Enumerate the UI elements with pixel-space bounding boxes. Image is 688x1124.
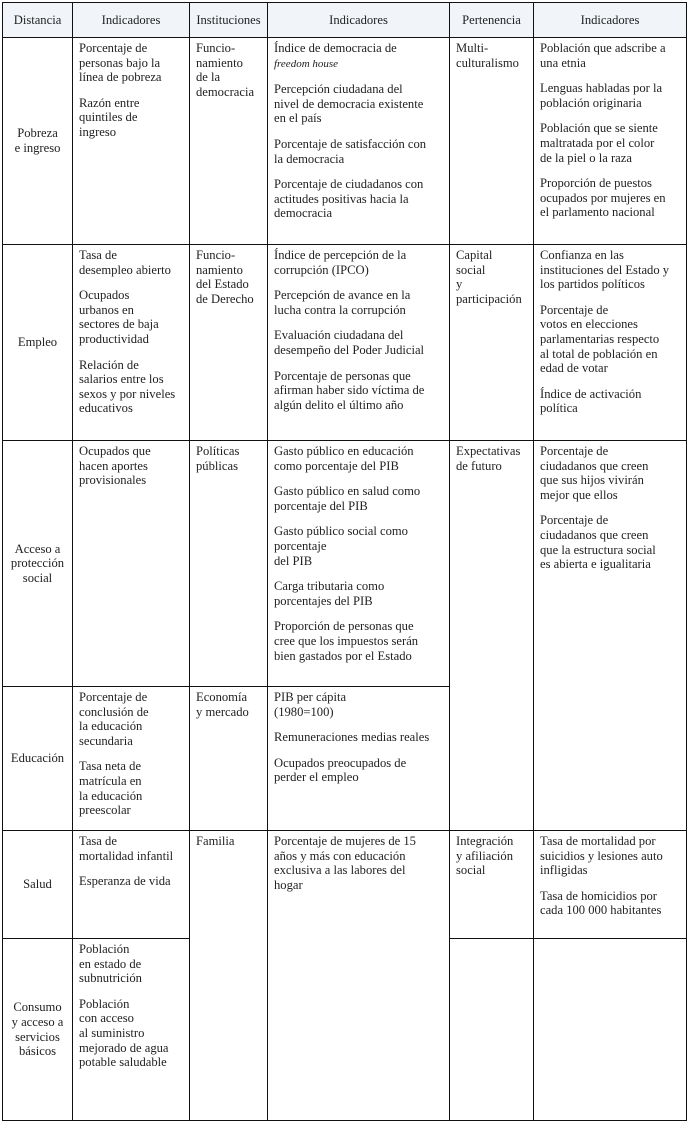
instituciones-label xyxy=(196,690,261,719)
indicator-item xyxy=(540,387,680,416)
instituciones-label xyxy=(196,444,261,473)
indicator-item xyxy=(540,81,680,110)
pertenencia-cell xyxy=(449,244,534,441)
item-text: Expectativas de futuro xyxy=(456,444,521,473)
item-text: Tasa de homicidios por cada 100 000 habitantes xyxy=(540,888,662,918)
item-text: Pobreza e ingreso xyxy=(14,126,61,155)
item-text: Percepción ciudadana del nivel de democracia existente en el país xyxy=(274,82,424,126)
item-text: Familia xyxy=(196,834,235,848)
indicadores-cell xyxy=(267,244,450,441)
indicator-item xyxy=(79,444,183,488)
header-cell: Instituciones xyxy=(189,2,268,38)
item-text: Remuneraciones medias reales xyxy=(274,730,430,745)
indicator-item xyxy=(274,41,443,71)
indicator-item xyxy=(540,513,680,571)
item-text: Gasto público en salud como porcentaje del PIB xyxy=(274,484,421,513)
item-text: Tasa neta de matrícula en la educación preescolar xyxy=(79,759,143,818)
instituciones-cell xyxy=(189,37,268,245)
instituciones-label xyxy=(196,41,261,99)
instituciones-label xyxy=(196,248,261,306)
distancia-cell xyxy=(2,440,73,687)
indicadores-cell xyxy=(533,440,687,831)
indicator-item xyxy=(274,137,443,166)
distancia-cell xyxy=(2,37,73,245)
indicadores-cell xyxy=(72,938,190,1121)
distance-label xyxy=(11,751,64,766)
item-text: Gasto público social como porcentaje del PIB xyxy=(274,524,408,568)
indicator-item xyxy=(274,177,443,221)
pertenencia-label xyxy=(456,248,527,306)
item-text: Confianza en las instituciones del Estado y los partidos políticos xyxy=(540,248,670,292)
item-text: Porcentaje de ciudadanos que creen que sus hijos vivirán mejor que ellos xyxy=(540,444,649,502)
indicator-item xyxy=(274,619,443,663)
item-text: Porcentaje de personas bajo la línea de pobreza xyxy=(79,41,162,85)
distance-label xyxy=(15,126,61,155)
indicator-item xyxy=(274,730,443,745)
item-text: Índice de percepción de la corrupción (IPCO) xyxy=(274,248,407,277)
item-text: Relación de salarios entre los sexos y por niveles educativos xyxy=(79,357,176,416)
item-text: Porcentaje de ciudadanos que creen que la estructura social es abierta e igualitaria xyxy=(540,513,656,572)
distancia-cell xyxy=(2,686,73,831)
instituciones-cell xyxy=(189,830,268,1121)
indicator-item xyxy=(274,444,443,473)
indicator-item xyxy=(274,690,443,719)
distance-label xyxy=(23,877,52,892)
item-text: Carga tributaria como porcentajes del PIB xyxy=(274,579,385,608)
item-text: Tasa de mortalidad infantil xyxy=(79,834,174,863)
item-text: Tasa de desempleo abierto xyxy=(79,248,171,277)
item-text: Consumo y acceso a servicios básicos xyxy=(11,1000,64,1059)
item-text: Lenguas habladas por la población originaria xyxy=(540,81,663,110)
pertenencia-cell xyxy=(449,440,534,831)
item-text: Multi- culturalismo xyxy=(456,41,519,70)
item-text: Población que se siente maltratada por el color de la piel o la raza xyxy=(540,121,658,165)
indicator-item xyxy=(274,834,443,892)
header-cell: Indicadores xyxy=(267,2,450,38)
distancia-cell xyxy=(2,938,73,1121)
item-text: Educación xyxy=(10,751,65,766)
pertenencia-cell xyxy=(449,830,534,939)
indicator-item xyxy=(79,358,183,416)
indicadores-cell xyxy=(533,37,687,245)
indicadores-cell xyxy=(533,244,687,441)
indicadores-cell xyxy=(267,440,450,687)
indicator-item xyxy=(540,834,680,878)
indicator-item xyxy=(274,369,443,413)
item-text: Porcentaje de satisfacción con la democracia xyxy=(274,136,427,166)
item-text: Funcio- namiento del Estado de Derecho xyxy=(196,248,254,306)
item-text: Proporción de puestos ocupados por mujeres en el parlamento nacional xyxy=(540,176,666,220)
indicadores-cell xyxy=(72,830,190,939)
distance-label xyxy=(18,335,57,350)
item-text: Ocupados urbanos en sectores de baja productividad xyxy=(79,288,159,346)
item-text: Porcentaje de votos en elecciones parlamentarias respecto al total de población en edad de votar xyxy=(540,302,660,376)
pertenencia-label xyxy=(456,444,527,473)
indicator-item xyxy=(540,121,680,165)
item-text: Percepción de avance en la lucha contra la corrupción xyxy=(274,288,411,317)
item-text: Funcio- namiento de la democracia xyxy=(196,41,255,99)
header-cell: Pertenencia xyxy=(449,2,534,38)
indicator-item xyxy=(79,874,183,889)
indicadores-cell xyxy=(533,938,687,1121)
indicator-item xyxy=(79,690,183,748)
pertenencia-label xyxy=(456,834,527,878)
indicator-item xyxy=(274,579,443,608)
item-text: Ocupados que hacen aportes provisionales xyxy=(79,444,151,488)
indicadores-cell xyxy=(533,830,687,939)
indicator-item xyxy=(274,288,443,317)
header-cell: Distancia xyxy=(2,2,73,38)
distance-label xyxy=(12,1000,64,1058)
indicator-item xyxy=(540,176,680,220)
header-cell: Indicadores xyxy=(72,2,190,38)
indicadores-cell xyxy=(267,686,450,831)
indicator-item xyxy=(79,759,183,817)
indicator-item xyxy=(274,756,443,785)
distancia-cell xyxy=(2,244,73,441)
indicator-item xyxy=(79,942,183,986)
instituciones-label xyxy=(196,834,261,849)
item-text: PIB per cápita (1980=100) xyxy=(274,690,347,719)
indicadores-cell xyxy=(72,686,190,831)
item-text: Acceso a protección social xyxy=(10,541,65,585)
instituciones-cell xyxy=(189,686,268,831)
item-text: Índice de activación política xyxy=(540,386,642,416)
pertenencia-cell xyxy=(449,938,534,1121)
indicator-item xyxy=(274,82,443,126)
pertenencia-label xyxy=(456,41,527,70)
indicator-item xyxy=(274,328,443,357)
indicator-item xyxy=(274,248,443,277)
distancia-cell xyxy=(2,830,73,939)
instituciones-cell xyxy=(189,440,268,687)
item-text: Economía y mercado xyxy=(196,690,249,719)
indicadores-cell xyxy=(267,830,450,1121)
item-text: Gasto público en educación como porcentaje del PIB xyxy=(274,444,414,473)
indicator-item xyxy=(274,484,443,513)
indicator-item xyxy=(540,444,680,502)
indicator-item xyxy=(79,41,183,85)
indicator-item xyxy=(79,997,183,1070)
indicator-item xyxy=(79,96,183,140)
indicator-item xyxy=(274,524,443,568)
item-text: Esperanza de vida xyxy=(79,874,171,889)
item-text: Población en estado de subnutrición xyxy=(79,942,142,986)
pertenencia-cell xyxy=(449,37,534,245)
item-text: Población que adscribe a una etnia xyxy=(540,41,666,70)
item-text: Capital social y participación xyxy=(456,248,522,306)
indicadores-cell xyxy=(72,440,190,687)
indicator-item xyxy=(540,303,680,376)
item-text: Población con acceso al suministro mejorado de agua potable saludable xyxy=(79,996,169,1070)
item-text: Porcentaje de conclusión de la educación secundaria xyxy=(79,690,149,748)
indicator-item xyxy=(79,248,183,277)
indicator-item xyxy=(540,248,680,292)
item-text: Índice de democracia de xyxy=(274,41,397,55)
indicator-item xyxy=(540,41,680,70)
item-text: Evaluación ciudadana del desempeño del Poder Judicial xyxy=(274,328,425,357)
item-text: Salud xyxy=(23,877,52,892)
item-text: Ocupados preocupados de perder el empleo xyxy=(274,755,407,785)
header-cell: Indicadores xyxy=(533,2,687,38)
item-text: Tasa de mortalidad por suicidios y lesiones auto infligidas xyxy=(540,834,663,878)
item-text: Integración y afiliación social xyxy=(456,834,514,878)
indicadores-cell xyxy=(72,37,190,245)
source-name: freedom house xyxy=(274,57,339,70)
indicadores-cell xyxy=(267,37,450,245)
item-text: Políticas públicas xyxy=(196,444,240,473)
indicator-item xyxy=(79,288,183,346)
indicator-item xyxy=(79,834,183,863)
item-text: Proporción de personas que cree que los impuestos serán bien gastados por el Estado xyxy=(274,619,419,663)
item-text: Porcentaje de personas que afirman haber sido víctima de algún delito el último año xyxy=(274,368,425,412)
item-text: Razón entre quintiles de ingreso xyxy=(79,95,140,139)
item-text: Porcentaje de ciudadanos con actitudes positivas hacia la democracia xyxy=(274,177,424,221)
item-text: Porcentaje de mujeres de 15 años y más con educación exclusiva a las labores del hogar xyxy=(274,834,416,892)
item-text: Empleo xyxy=(17,335,58,350)
instituciones-cell xyxy=(189,244,268,441)
indicator-item xyxy=(540,889,680,918)
indicadores-cell xyxy=(72,244,190,441)
distance-label xyxy=(11,542,64,586)
